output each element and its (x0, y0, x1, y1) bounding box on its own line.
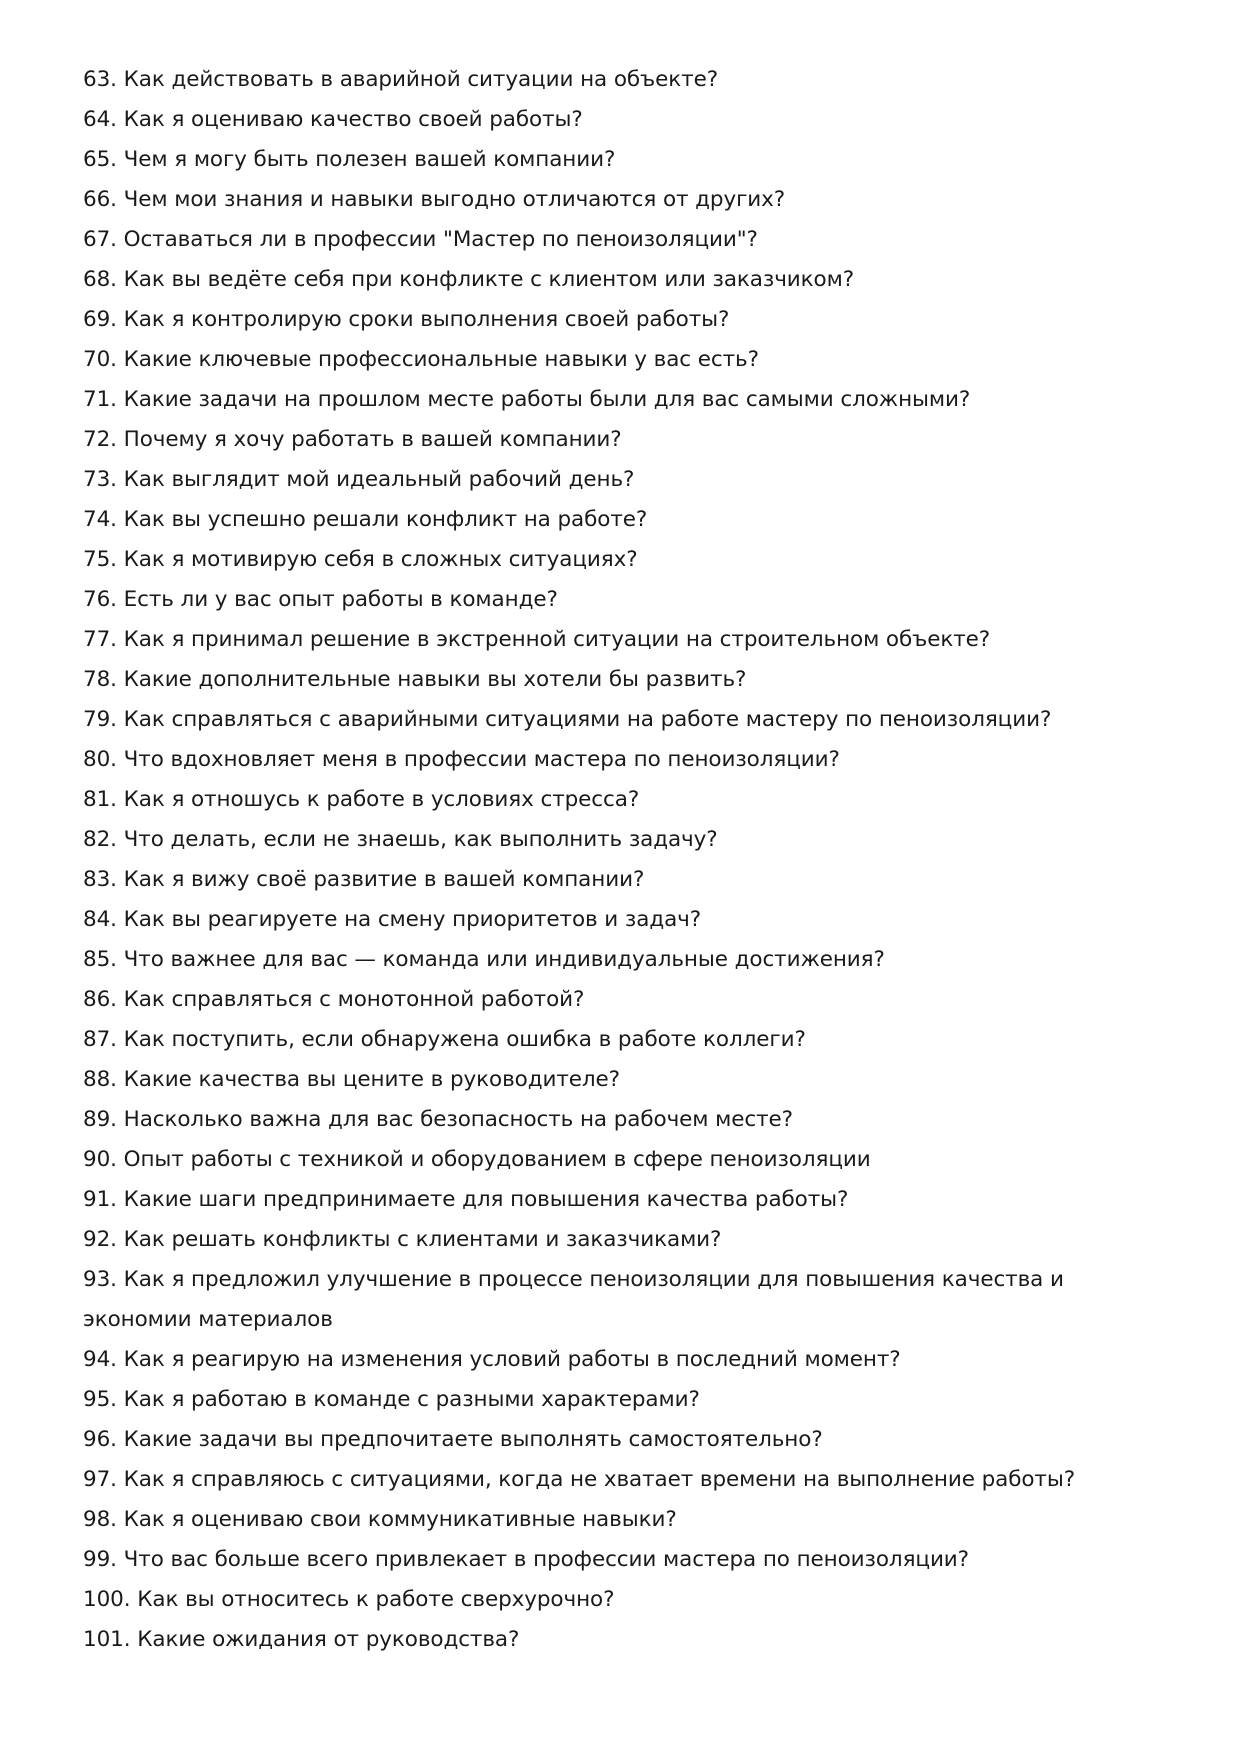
question-item: 64. Как я оцениваю качество своей работы? (83, 107, 583, 132)
question-item: 95. Как я работаю в команде с разными характерами? (83, 1387, 700, 1412)
question-item: 97. Как я справляюсь с ситуациями, когда не хватает времени на выполнение работы? (83, 1467, 1076, 1492)
question-item: 92. Как решать конфликты с клиентами и заказчиками? (83, 1227, 722, 1252)
question-item: 86. Как справляться с монотонной работой? (83, 987, 585, 1012)
question-item: 89. Насколько важна для вас безопасность на рабочем месте? (83, 1107, 793, 1132)
question-item: 74. Как вы успешно решали конфликт на работе? (83, 507, 648, 532)
question-item: 72. Почему я хочу работать в вашей компании? (83, 427, 622, 452)
question-item: 70. Какие ключевые профессиональные навыки у вас есть? (83, 347, 759, 372)
question-item: 63. Как действовать в аварийной ситуации на объекте? (83, 67, 719, 92)
question-item: 81. Как я отношусь к работе в условиях стресса? (83, 787, 640, 812)
question-item: 98. Как я оцениваю свои коммуникативные навыки? (83, 1507, 677, 1532)
question-item: 66. Чем мои знания и навыки выгодно отличаются от других? (83, 187, 786, 212)
question-item: 93. Как я предложил улучшение в процессе пеноизоляции для повышения качества и экономии материалов (83, 1267, 1064, 1332)
question-item: 84. Как вы реагируете на смену приоритетов и задач? (83, 907, 702, 932)
question-item: 78. Какие дополнительные навыки вы хотели бы развить? (83, 667, 747, 692)
question-item: 91. Какие шаги предпринимаете для повышения качества работы? (83, 1187, 849, 1212)
question-item: 77. Как я принимал решение в экстренной ситуации на строительном объекте? (83, 627, 991, 652)
question-item: 88. Какие качества вы цените в руководителе? (83, 1067, 620, 1092)
question-item: 76. Есть ли у вас опыт работы в команде? (83, 587, 558, 612)
question-item: 69. Как я контролирую сроки выполнения своей работы? (83, 307, 730, 332)
question-item: 68. Как вы ведёте себя при конфликте с клиентом или заказчиком? (83, 267, 855, 292)
question-item: 65. Чем я могу быть полезен вашей компании? (83, 147, 616, 172)
question-list (83, 60, 1163, 1660)
question-item: 71. Какие задачи на прошлом месте работы были для вас самыми сложными? (83, 387, 971, 412)
question-item: 87. Как поступить, если обнаружена ошибка в работе коллеги? (83, 1027, 806, 1052)
question-item: 79. Как справляться с аварийными ситуациями на работе мастеру по пеноизоляции? (83, 707, 1052, 732)
question-item: 90. Опыт работы с техникой и оборудованием в сфере пеноизоляции (83, 1147, 871, 1172)
question-item: 100. Как вы относитесь к работе сверхурочно? (83, 1587, 615, 1612)
question-item: 96. Какие задачи вы предпочитаете выполнять самостоятельно? (83, 1427, 823, 1452)
question-item: 101. Какие ожидания от руководства? (83, 1627, 520, 1652)
question-item: 94. Как я реагирую на изменения условий работы в последний момент? (83, 1347, 901, 1372)
question-item: 85. Что важнее для вас — команда или индивидуальные достижения? (83, 947, 885, 972)
question-item: 73. Как выглядит мой идеальный рабочий день? (83, 467, 635, 492)
question-item: 80. Что вдохновляет меня в профессии мастера по пеноизоляции? (83, 747, 840, 772)
question-item: 83. Как я вижу своё развитие в вашей компании? (83, 867, 645, 892)
question-item: 75. Как я мотивирую себя в сложных ситуациях? (83, 547, 638, 572)
question-item: 99. Что вас больше всего привлекает в профессии мастера по пеноизоляции? (83, 1547, 969, 1572)
question-item: 82. Что делать, если не знаешь, как выполнить задачу? (83, 827, 718, 852)
question-item: 67. Оставаться ли в профессии "Мастер по пеноизоляции"? (83, 227, 758, 252)
